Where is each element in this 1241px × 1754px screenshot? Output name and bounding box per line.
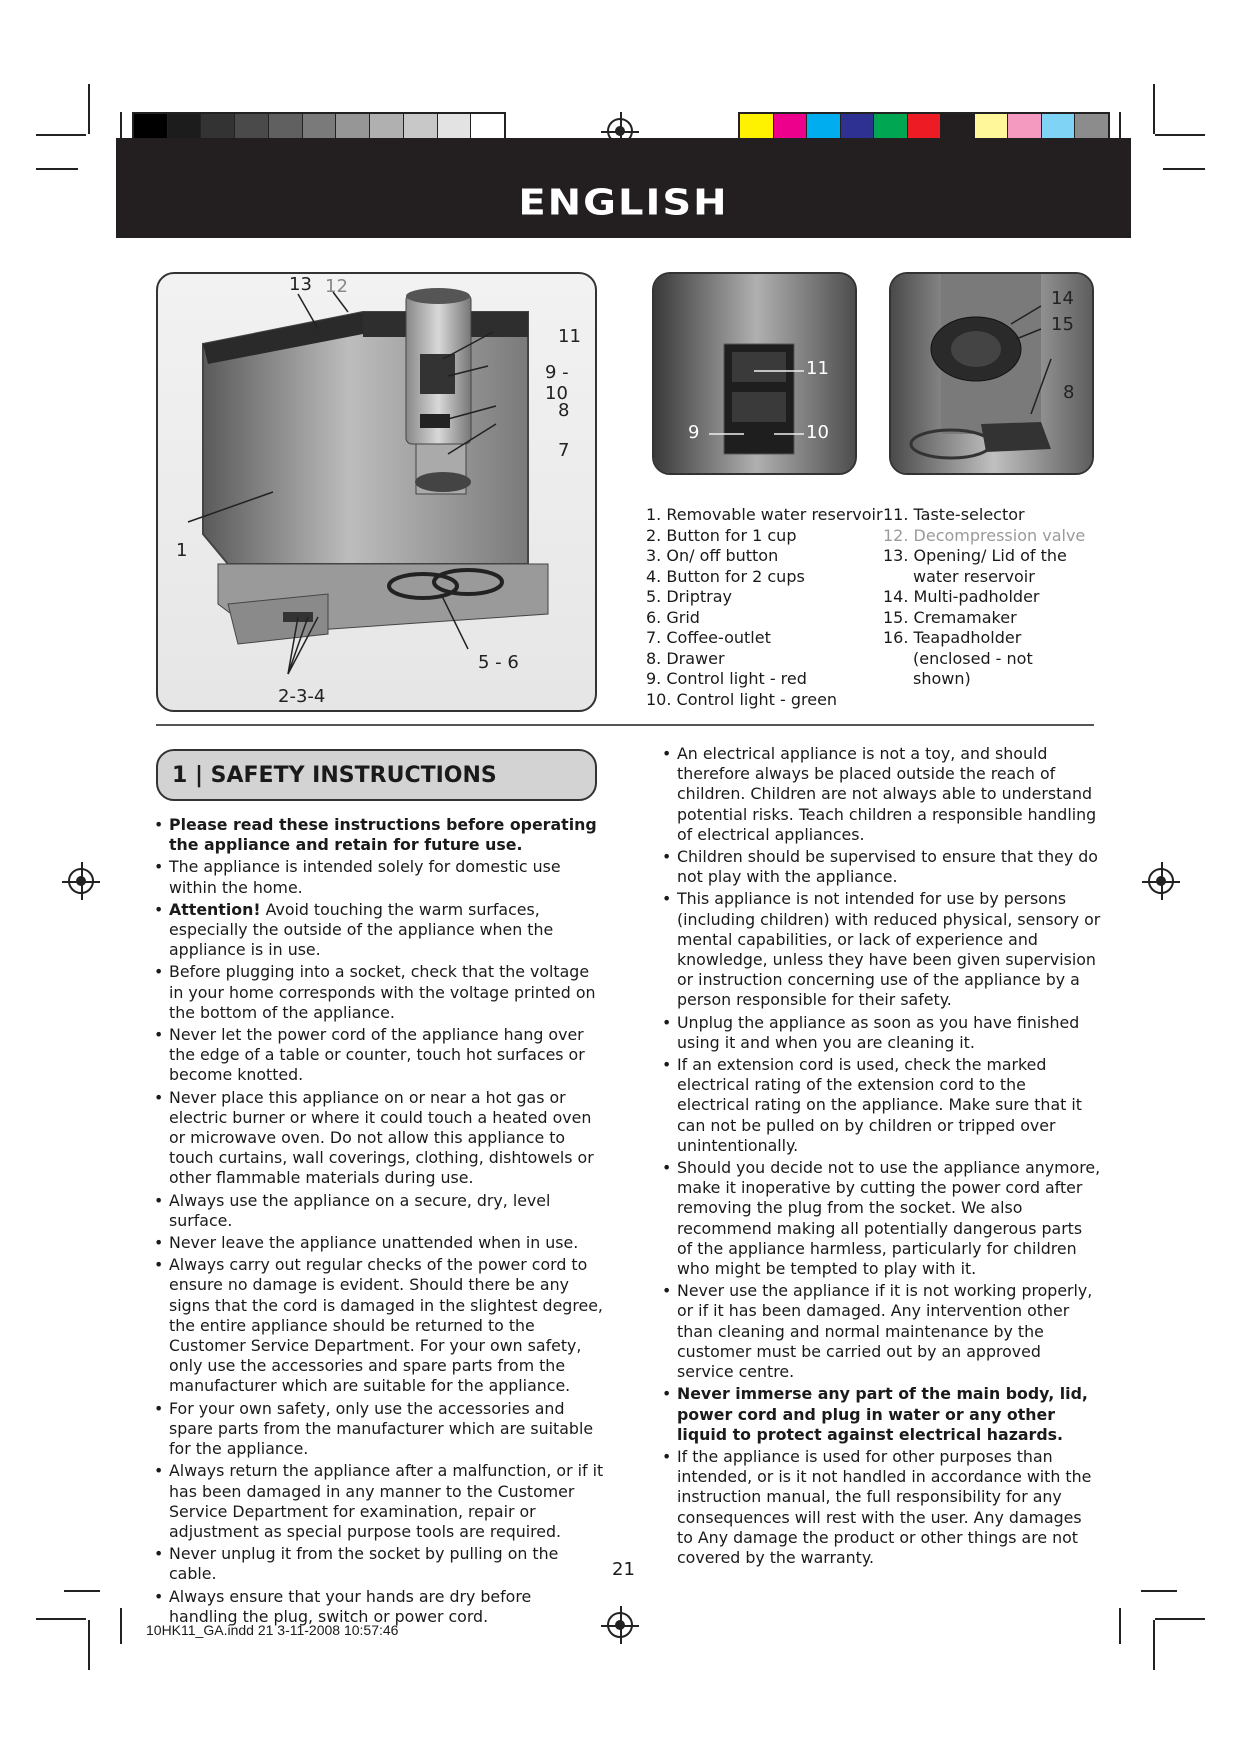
parts-item: shown) — [913, 669, 971, 688]
safety-bullet — [154, 1255, 604, 1396]
safety-instructions-right — [662, 744, 1102, 1570]
safety-bullet — [662, 1447, 1102, 1568]
bullet-bold-text: Attention! — [169, 899, 261, 919]
panel-callout-9: 9 — [688, 422, 700, 443]
crop-mark — [64, 1590, 100, 1592]
parts-item: water reservoir — [913, 566, 1035, 586]
bullet-text: Always use the appliance on a secure, dry, level surface. — [169, 1190, 551, 1230]
bullet-text: Always carry out regular checks of the power cord to ensure no damage is evident. Should there be any signs that the cord is damaged in the slightest degree, the entire appliance should be returned to the Customer Service Department. For your own safety, only use the accessories and spare parts from the manufacturer which are suitable for the appliance. — [169, 1255, 603, 1396]
safety-bullet — [154, 857, 604, 897]
bullet-text: Always ensure that your hands are dry before handling the plug, switch or power cord. — [169, 1586, 532, 1626]
crop-mark — [36, 168, 78, 170]
parts-item: 15. Cremamaker — [883, 607, 1017, 627]
bullet-text: Never leave the appliance unattended when in use. — [169, 1233, 579, 1253]
divider — [156, 724, 1094, 726]
crop-mark — [88, 1620, 90, 1670]
coffee-machine-illustration — [158, 274, 597, 712]
safety-bullet — [154, 815, 604, 855]
bullet-icon: • — [154, 857, 164, 877]
parts-item: 14. Multi-padholder — [883, 587, 1040, 606]
bullet-icon: • — [154, 815, 164, 834]
bullet-icon: • — [154, 1398, 164, 1418]
parts-list-right — [883, 505, 1085, 690]
control-panel-image — [652, 272, 857, 475]
bullet-icon: • — [662, 889, 672, 909]
safety-bullet — [154, 900, 604, 961]
bullet-text: This appliance is not intended for use by persons (including children) with reduced physical, sensory or mental capabilities, or lack of experience and knowledge, unless they have been given supervision or instruction concerning use of the appliance by a person responsible for their safety. — [677, 889, 1101, 1010]
safety-bullet — [154, 1191, 604, 1231]
safety-bullet — [662, 1055, 1102, 1156]
registration-mark-icon — [607, 1612, 633, 1638]
parts-item: 10. Control light - green — [646, 689, 838, 709]
section-title: 1 | SAFETY INSTRUCTIONS — [172, 762, 497, 788]
crop-mark — [88, 84, 90, 134]
bullet-icon: • — [662, 847, 672, 867]
parts-item: 2. Button for 1 cup — [646, 525, 797, 545]
bullet-icon: • — [154, 1233, 164, 1253]
bullet-icon: • — [154, 1087, 164, 1107]
print-footer: 10HK11_GA.indd 21 3-11-2008 10:57:46 — [146, 1622, 399, 1638]
callout-7: 7 — [558, 440, 570, 461]
side-callout-15: 15 — [1051, 314, 1074, 335]
bullet-text: An electrical appliance is not a toy, and should therefore always be placed outside the reach of children. Children are not always able to understand potential risks. Teach children a responsible handling of electrical appliances. — [677, 744, 1097, 844]
parts-item: 5. Driptray — [646, 587, 732, 606]
safety-bullet — [662, 1013, 1102, 1053]
safety-bullet — [154, 1399, 604, 1460]
bullet-bold-text: Please read these instructions before operating the appliance and retain for future use. — [169, 815, 597, 855]
appliance-main-image — [156, 272, 597, 712]
callout-1: 1 — [176, 540, 188, 561]
safety-bullet — [662, 744, 1102, 845]
bullet-text: Should you decide not to use the appliance anymore, make it inoperative by cutting the power cord after removing the plug from the socket. We also recommend making all potentially dangerous parts of the appliance harmless, particularly for children who might be tempted to play with it. — [677, 1158, 1101, 1279]
parts-item: 9. Control light - red — [646, 669, 807, 688]
parts-item: 3. On/ off button — [646, 546, 779, 565]
bullet-text: If an extension cord is used, check the marked electrical rating of the extension cord to the electrical rating on the appliance. Make sure that it can not be pulled on by children or tripped over unintentionally. — [677, 1055, 1082, 1155]
section-header — [156, 749, 597, 801]
safety-bullet — [154, 1233, 604, 1253]
bullet-icon: • — [154, 1255, 164, 1275]
bullet-text: If the appliance is used for other purposes than intended, or is it not handled in accordance with the instruction manual, the full responsibility for any consequences will rest with the user. Any damages to Any damage the product or other things are not covered by the warranty. — [677, 1446, 1092, 1567]
registration-mark-icon — [1148, 868, 1174, 894]
page-number: 21 — [612, 1559, 635, 1580]
bullet-text: The appliance is intended solely for domestic use within the home. — [169, 857, 561, 897]
bullet-text: Always return the appliance after a malfunction, or if it has been damaged in any manner to the Customer Service Department for examination, repair or adjustment as special purpose tools are required. — [169, 1461, 604, 1541]
bullet-text: Never unplug it from the socket by pulling on the cable. — [169, 1544, 559, 1584]
bullet-icon: • — [154, 1461, 164, 1481]
safety-bullet — [662, 1384, 1102, 1445]
parts-item: 16. Teapadholder — [883, 628, 1022, 647]
parts-item: 8. Drawer — [646, 648, 725, 668]
parts-item: 4. Button for 2 cups — [646, 566, 805, 586]
header-title: ENGLISH — [518, 182, 729, 224]
bullet-icon: • — [154, 1586, 164, 1606]
bullet-text: Before plugging into a socket, check that the voltage in your home corresponds with the voltage printed on the bottom of the appliance. — [169, 962, 596, 1022]
crop-mark — [1141, 1590, 1177, 1592]
parts-item: 6. Grid — [646, 607, 700, 627]
bullet-icon: • — [154, 1025, 164, 1045]
bullet-text: Never use the appliance if it is not working properly, or if it has been damaged. Any intervention other than cleaning and normal maintenance by the customer must be carried out by an approved service centre. — [677, 1281, 1093, 1382]
registration-mark-icon — [68, 868, 94, 894]
crop-mark — [36, 1618, 86, 1620]
bullet-text: Children should be supervised to ensure that they do not play with the appliance. — [677, 847, 1098, 887]
language-header — [116, 138, 1131, 238]
crop-mark — [1163, 168, 1205, 170]
bullet-text: Never place this appliance on or near a hot gas or electric burner or where it could touch a heated oven or microwave oven. Do not allow this appliance to touch curtains, wall coverings, clothing, dishtowels or other flammable materials during use. — [169, 1087, 594, 1188]
safety-bullet — [662, 889, 1102, 1010]
crop-mark — [1155, 134, 1205, 136]
callout-5-6: 5 - 6 — [478, 652, 519, 673]
bullet-icon: • — [154, 962, 164, 982]
parts-item: 7. Coffee-outlet — [646, 628, 771, 647]
callout-2-3-4: 2-3-4 — [278, 686, 326, 707]
safety-bullet — [154, 1461, 604, 1542]
safety-bullet — [662, 847, 1102, 887]
safety-bullet — [154, 1544, 604, 1584]
bullet-text: Avoid touching the warm surfaces, especially the outside of the appliance when the appliance is in use. — [169, 899, 554, 960]
crop-mark — [1119, 1608, 1121, 1644]
parts-item: (enclosed - not — [913, 648, 1033, 668]
padholder-image — [889, 272, 1094, 475]
bullet-text: Never let the power cord of the appliance hang over the edge of a table or counter, touch hot surfaces or become knotted. — [169, 1025, 585, 1085]
bullet-icon: • — [154, 1544, 164, 1564]
parts-item: 12. Decompression valve — [883, 525, 1086, 545]
safety-bullet — [154, 1587, 604, 1627]
callout-11: 11 — [558, 326, 581, 347]
safety-bullet — [154, 962, 604, 1023]
panel-callout-11: 11 — [806, 358, 829, 379]
safety-bullet — [154, 1088, 604, 1189]
safety-instructions-left — [154, 815, 604, 1629]
side-callout-14: 14 — [1051, 288, 1074, 309]
panel-callout-10: 10 — [806, 422, 829, 443]
bullet-text: For your own safety, only use the accessories and spare parts from the manufacturer which are suitable for the appliance. — [169, 1398, 594, 1459]
side-callout-8: 8 — [1063, 382, 1075, 403]
safety-bullet — [154, 1025, 604, 1086]
bullet-icon: • — [662, 1055, 672, 1075]
callout-13: 13 — [289, 274, 312, 295]
callout-12: 12 — [325, 276, 348, 297]
parts-item: 1. Removable water reservoir — [646, 505, 883, 524]
bullet-icon: • — [154, 1190, 164, 1210]
parts-item: 11. Taste-selector — [883, 505, 1025, 524]
bullet-icon: • — [662, 1281, 672, 1301]
bullet-icon: • — [662, 1158, 672, 1178]
crop-mark — [1153, 1620, 1155, 1670]
parts-item: 13. Opening/ Lid of the — [883, 546, 1067, 565]
bullet-icon: • — [154, 899, 164, 919]
bullet-icon: • — [662, 1446, 672, 1466]
crop-mark — [1155, 1618, 1205, 1620]
bullet-icon: • — [662, 744, 672, 763]
safety-bullet — [662, 1281, 1102, 1382]
callout-9-10: 9 - 10 — [545, 362, 569, 404]
bullet-icon: • — [662, 1012, 672, 1032]
bullet-icon: • — [662, 1384, 672, 1404]
bullet-bold-text: Never immerse any part of the main body, lid, power cord and plug in water or any other liquid to protect against electrical hazards. — [677, 1384, 1088, 1444]
crop-mark — [1153, 84, 1155, 134]
crop-mark — [36, 134, 86, 136]
callout-8: 8 — [558, 400, 570, 421]
crop-mark — [120, 1608, 122, 1644]
safety-bullet — [662, 1158, 1102, 1279]
bullet-text: Unplug the appliance as soon as you have finished using it and when you are cleaning it. — [677, 1012, 1080, 1052]
parts-list-left — [646, 505, 883, 710]
